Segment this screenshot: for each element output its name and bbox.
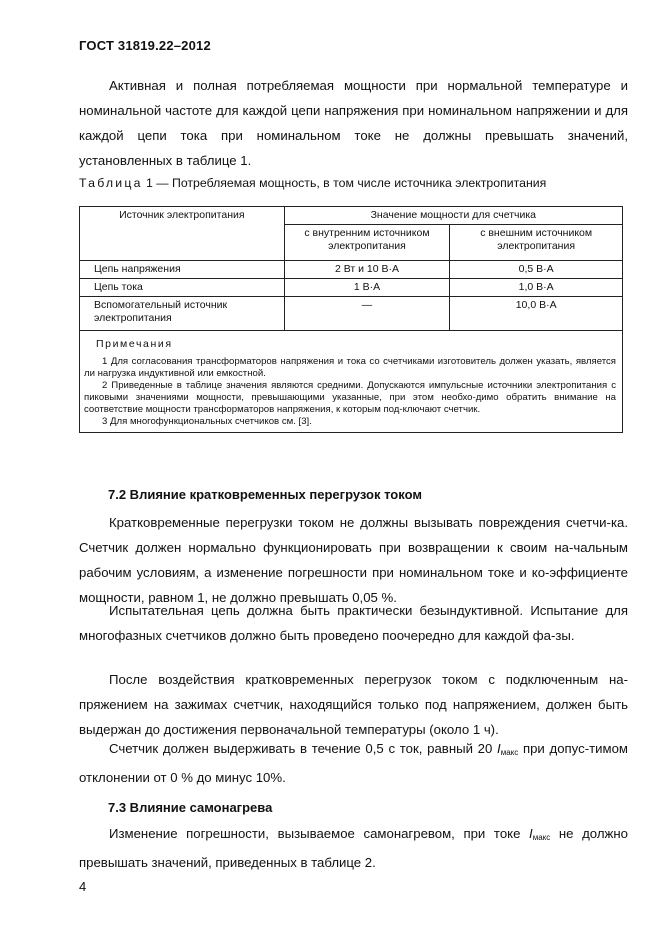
row-internal: 1 В·А <box>284 279 450 297</box>
current-subscript: макс <box>500 748 519 757</box>
subheader-internal: с внутренним источником электропитания <box>284 225 450 261</box>
note-item: 1 Для согласования трансформаторов напряжения и тока со счетчиками изготовитель должен указать, является ли нагрузка индуктивной или емкостной. <box>84 356 616 379</box>
col-header-source: Источник электропитания <box>80 207 285 261</box>
row-external: 0,5 В·А <box>450 261 623 279</box>
note-item: 3 Для многофункциональных счетчиков см. [3]. <box>102 416 312 427</box>
table-notes <box>80 331 623 433</box>
row-internal: 2 Вт и 10 В·А <box>284 261 450 279</box>
note-item: 2 Приведенные в таблице значения являются средними. Допускаются импульсные источники электропитания с пиковыми значениями мощности, превышающими указанные, при этом необхо-димо обратить внимание на соответствие мощности трансформаторов напряжения, к которым под-ключают счетчик. <box>84 380 616 415</box>
row-internal: — <box>284 297 450 331</box>
paragraph-text: при допус-тимом отклонении от 0 % до минус 10%. <box>79 741 628 785</box>
document-header: ГОСТ 31819.22–2012 <box>79 38 211 53</box>
paragraph-text: не должно превышать значений, приведенных в таблице 2. <box>79 826 628 870</box>
page-number: 4 <box>79 879 87 894</box>
section-7-2-paragraph-3: После воздействия кратковременных перегрузок током с подключенным на-пряжением на зажимах счетчик, находящийся только под напряжением, должен быть выдержан до достижения первоначальной температуры (около 1 ч). <box>79 672 628 737</box>
paragraph-text: Счетчик должен выдерживать в течение 0,5 с ток, равный 20 <box>109 741 498 756</box>
current-subscript: макс <box>532 833 551 842</box>
section-7-2-paragraph-2: Испытательная цепь должна быть практически безындуктивной. Испытание для многофазных счетчиков должно быть проведено поочередно для каждой фа-зы. <box>79 603 628 643</box>
section-7-3-paragraph-1 <box>79 821 628 875</box>
table-caption-text: 1 — Потребляемая мощность, в том числе источника электропитания <box>142 176 547 190</box>
section-7-2-paragraph-1: Кратковременные перегрузки током не должны вызывать повреждения счетчи-ка. Счетчик должен нормально функционировать при возвращении к своим на-чальным рабочим условиям, а изменение погрешности при номинальном токе и ко-эффициенте мощности, равном 1, не должно превышать 0,05 %. <box>79 515 628 605</box>
section-7-3-heading: 7.3 Влияние самонагрева <box>108 800 273 815</box>
row-source: Цепь тока <box>80 279 285 297</box>
col-header-value: Значение мощности для счетчика <box>284 207 622 225</box>
current-symbol: I <box>529 826 533 841</box>
row-source: Цепь напряжения <box>80 261 285 279</box>
current-symbol: I <box>497 741 501 756</box>
notes-title: Примечания <box>96 338 173 350</box>
power-table <box>79 206 623 433</box>
table-caption <box>79 176 546 190</box>
paragraph-text: Изменение погрешности, вызываемое самонагревом, при токе <box>109 826 530 841</box>
intro-paragraph: Активная и полная потребляемая мощности при нормальной температуре и номинальной частоте для каждой цепи напряжения при номинальном напряжении и для каждой цепи тока при номинальном токе не должны превышать значений, установленных в таблице 1. <box>79 78 628 168</box>
subheader-external: с внешним источником электропитания <box>450 225 623 261</box>
row-external: 10,0 В·А <box>450 297 623 331</box>
row-source: Вспомогательный источник электропитания <box>80 297 285 331</box>
table-caption-label: Таблица <box>79 176 143 190</box>
row-external: 1,0 В·А <box>450 279 623 297</box>
section-7-2-heading: 7.2 Влияние кратковременных перегрузок током <box>108 487 422 502</box>
section-7-2-paragraph-4 <box>79 736 628 790</box>
